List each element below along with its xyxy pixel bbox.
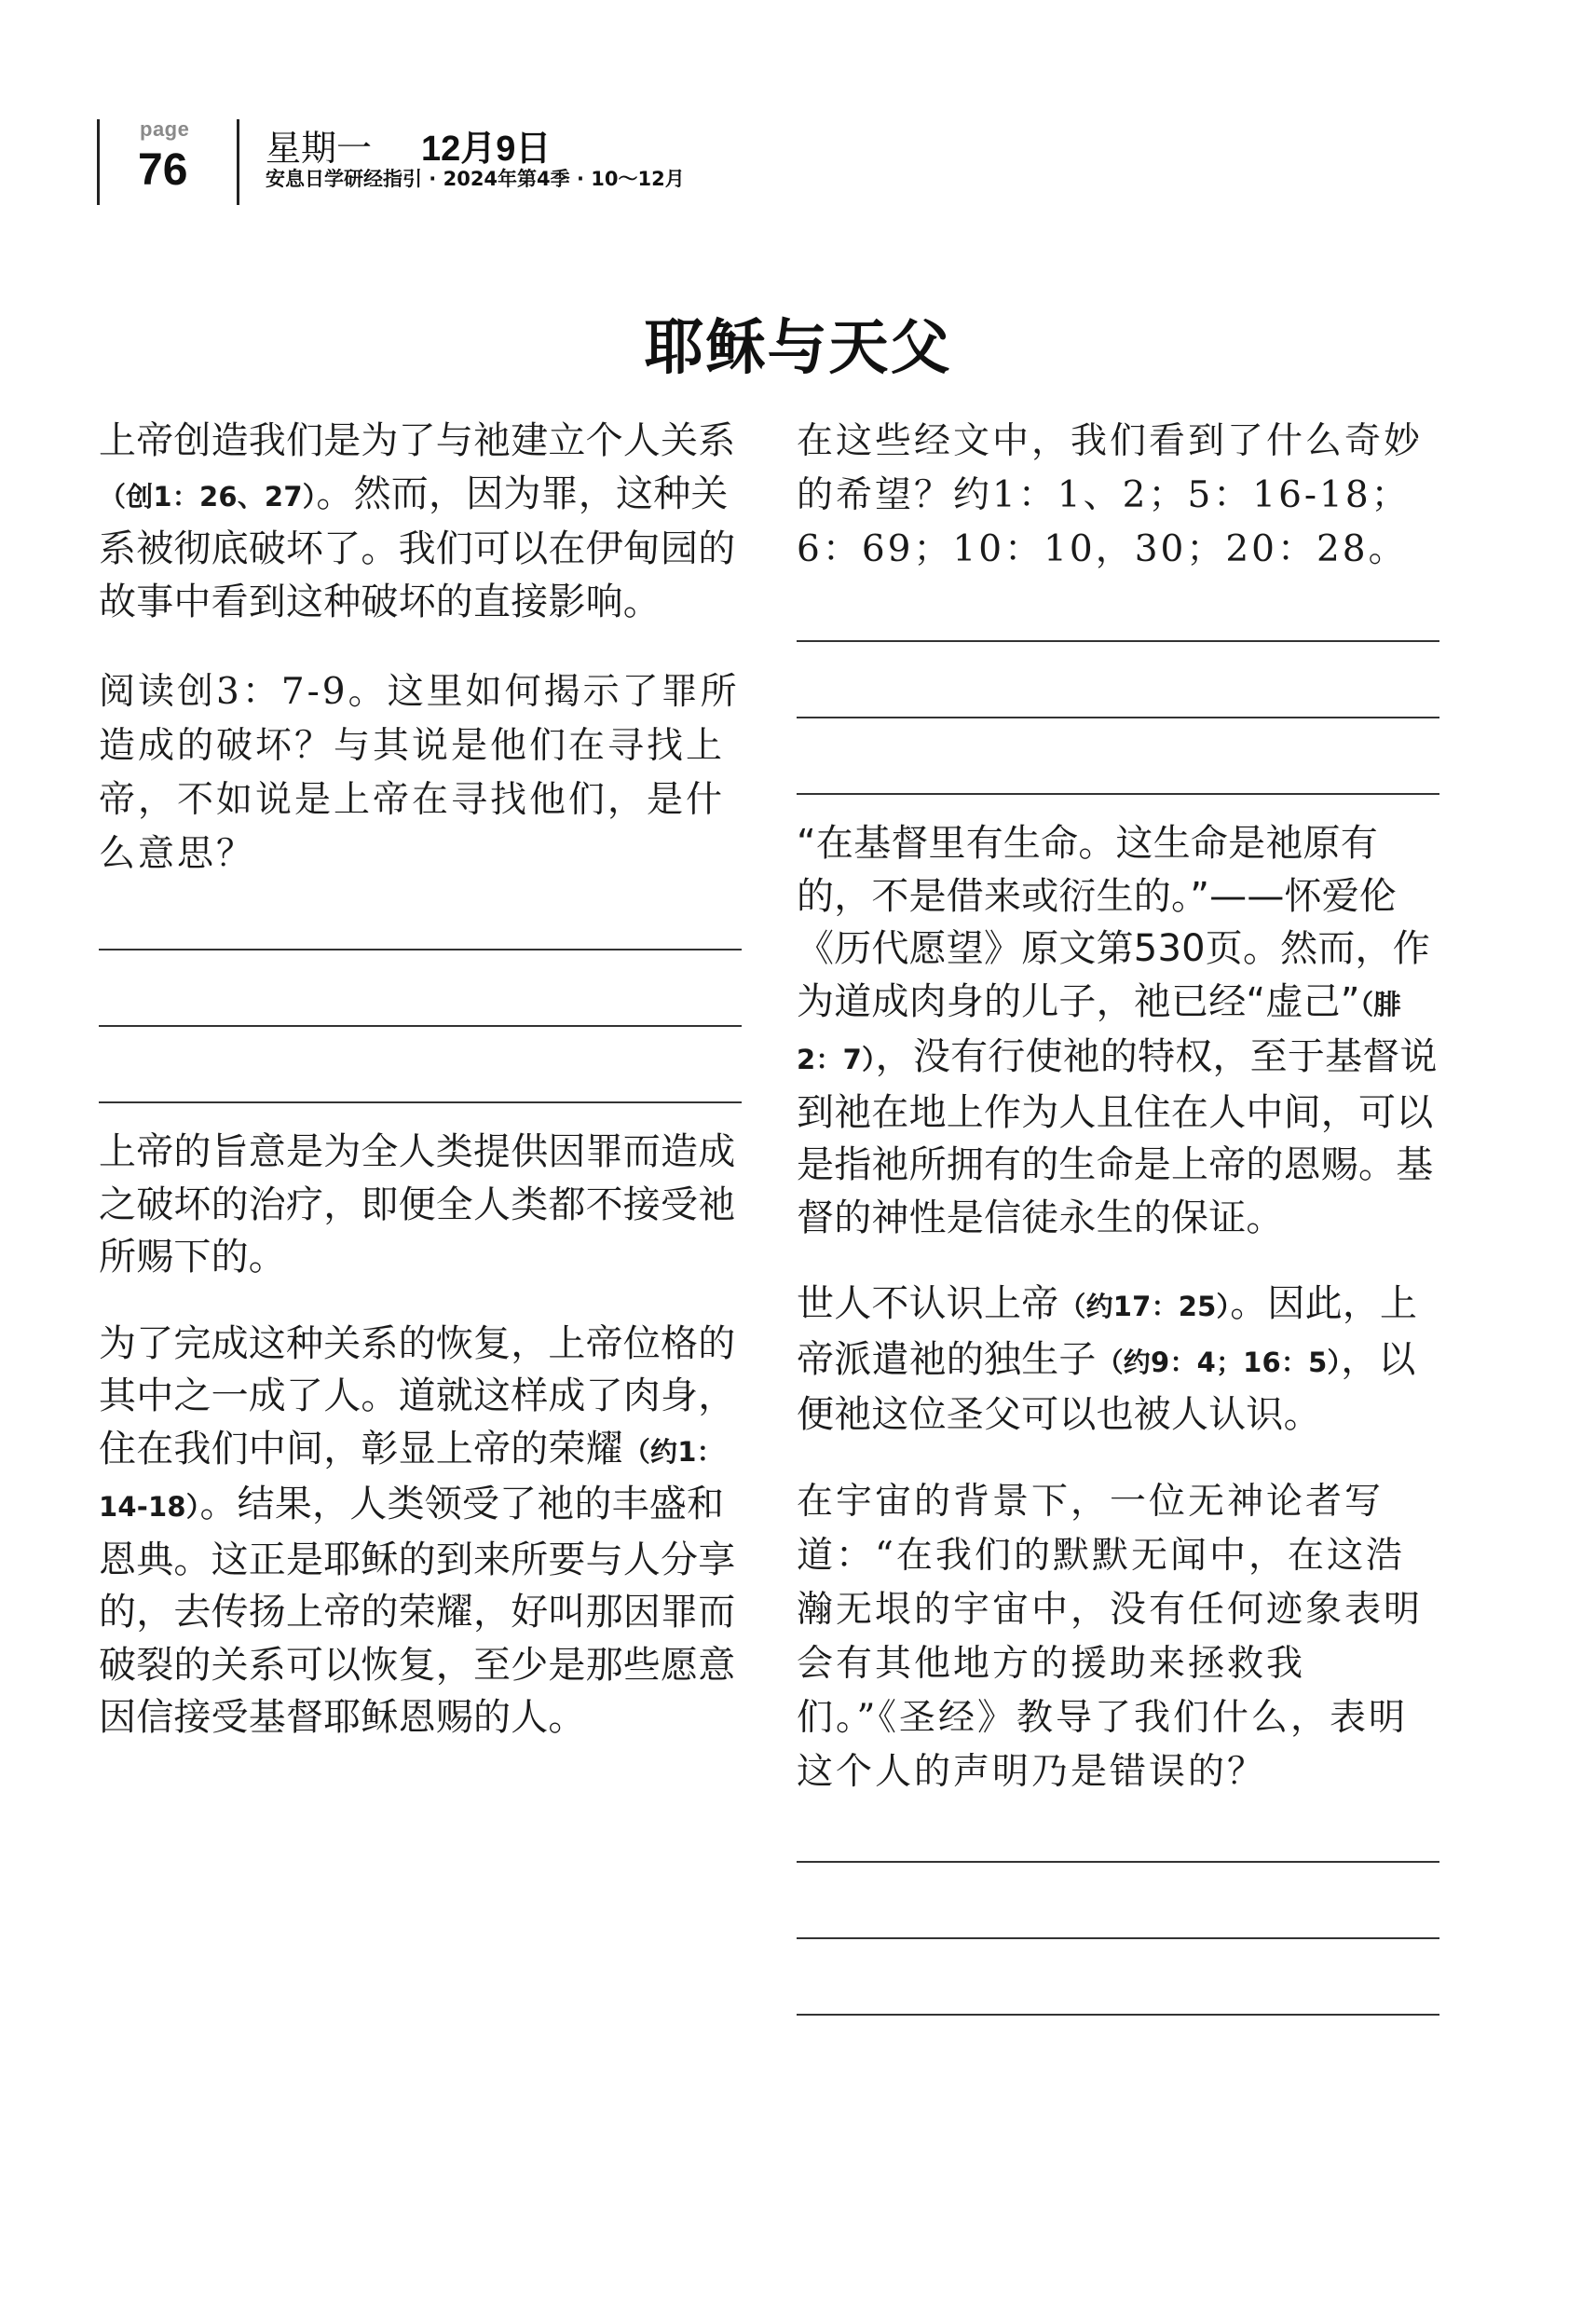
answer-line[interactable] bbox=[797, 2014, 1439, 2016]
question-2: 在这些经文中，我们看到了什么奇妙的希望？约1：1、2；5：16-18；6：69；10：10，30；20：28。 bbox=[797, 420, 1424, 570]
right-column bbox=[797, 415, 1439, 2016]
scripture-ref: （约1：14-18） bbox=[99, 1435, 724, 1523]
paragraph-incarnation: 为了完成这种关系的恢复，上帝位格的其中之一成了人。道就这样成了肉身，住在我们中间，彰显上帝的荣耀（约1：14-18）。结果，人类领受了祂的丰盛和恩典。这正是耶稣的到来所要与人分享的，去传扬上帝的荣耀，好叫那因罪而破裂的关系可以恢复，至少是那些愿意因信接受基督耶稣恩赐的人。 bbox=[99, 1321, 736, 1739]
answer-line[interactable] bbox=[99, 1101, 742, 1103]
paragraph-intro: 上帝创造我们是为了与祂建立个人关系（创1：26、27）。然而，因为罪，这种关系被彻底破坏了。我们可以在伊甸园的故事中看到这种破坏的直接影响。 bbox=[99, 419, 736, 623]
left-column bbox=[99, 415, 742, 1744]
scripture-ref: （约9：4；16：5） bbox=[1096, 1346, 1342, 1378]
header-date: 12月9日 bbox=[421, 130, 552, 169]
header-subtitle: 安息日学研经指引 · 2024年第4季 · 10～12月 bbox=[266, 168, 685, 190]
header-weekday: 星期一 bbox=[266, 128, 373, 169]
scripture-ref: （创1：26、27） bbox=[99, 480, 317, 513]
scripture-ref: （约17：25） bbox=[1058, 1291, 1231, 1322]
paragraph-world-knows-not: 世人不认识上帝（约17：25）。因此，上帝派遣祂的独生子（约9：4；16：5），以便祂这位圣父可以也被人认识。 bbox=[797, 1282, 1418, 1436]
header-rule-middle bbox=[237, 119, 239, 205]
paragraph-gods-will: 上帝的旨意是为全人类提供因罪而造成之破坏的治疗，即便全人类都不接受祂所赐下的。 bbox=[99, 1130, 736, 1279]
question-1: 阅读创3：7-9。这里如何揭示了罪所造成的破坏？与其说是他们在寻找上帝，不如说是上帝在寻找他们，是什么意思？ bbox=[99, 671, 740, 875]
paragraph-life-in-christ: “在基督里有生命。这生命是祂原有的，不是借来或衍生的。”——怀爱伦《历代愿望》原文第530页。然而，作为道成肉身的儿子，祂已经“虚己”（腓2：7），没有行使祂的特权，至于基督说到祂在地上作为人且住在人中间，可以是指祂所拥有的生命是上帝的恩赐。基督的神性是信徒永生的保证。 bbox=[797, 822, 1438, 1239]
header-rule-left bbox=[97, 119, 100, 205]
lesson-title: 耶稣与天父 bbox=[644, 313, 952, 383]
page-number: 76 bbox=[138, 145, 188, 195]
answer-line[interactable] bbox=[797, 793, 1439, 795]
page-label: page bbox=[140, 117, 190, 141]
question-3: 在宇宙的背景下，一位无神论者写道：“在我们的默默无闻中，在这浩瀚无垠的宇宙中，没有任何迹象表明会有其他地方的援助来拯救我们。”《圣经》教导了我们什么，表明这个人的声明乃是错误的？ bbox=[797, 1480, 1424, 1793]
scripture-ref: （腓2：7） bbox=[797, 988, 1401, 1075]
